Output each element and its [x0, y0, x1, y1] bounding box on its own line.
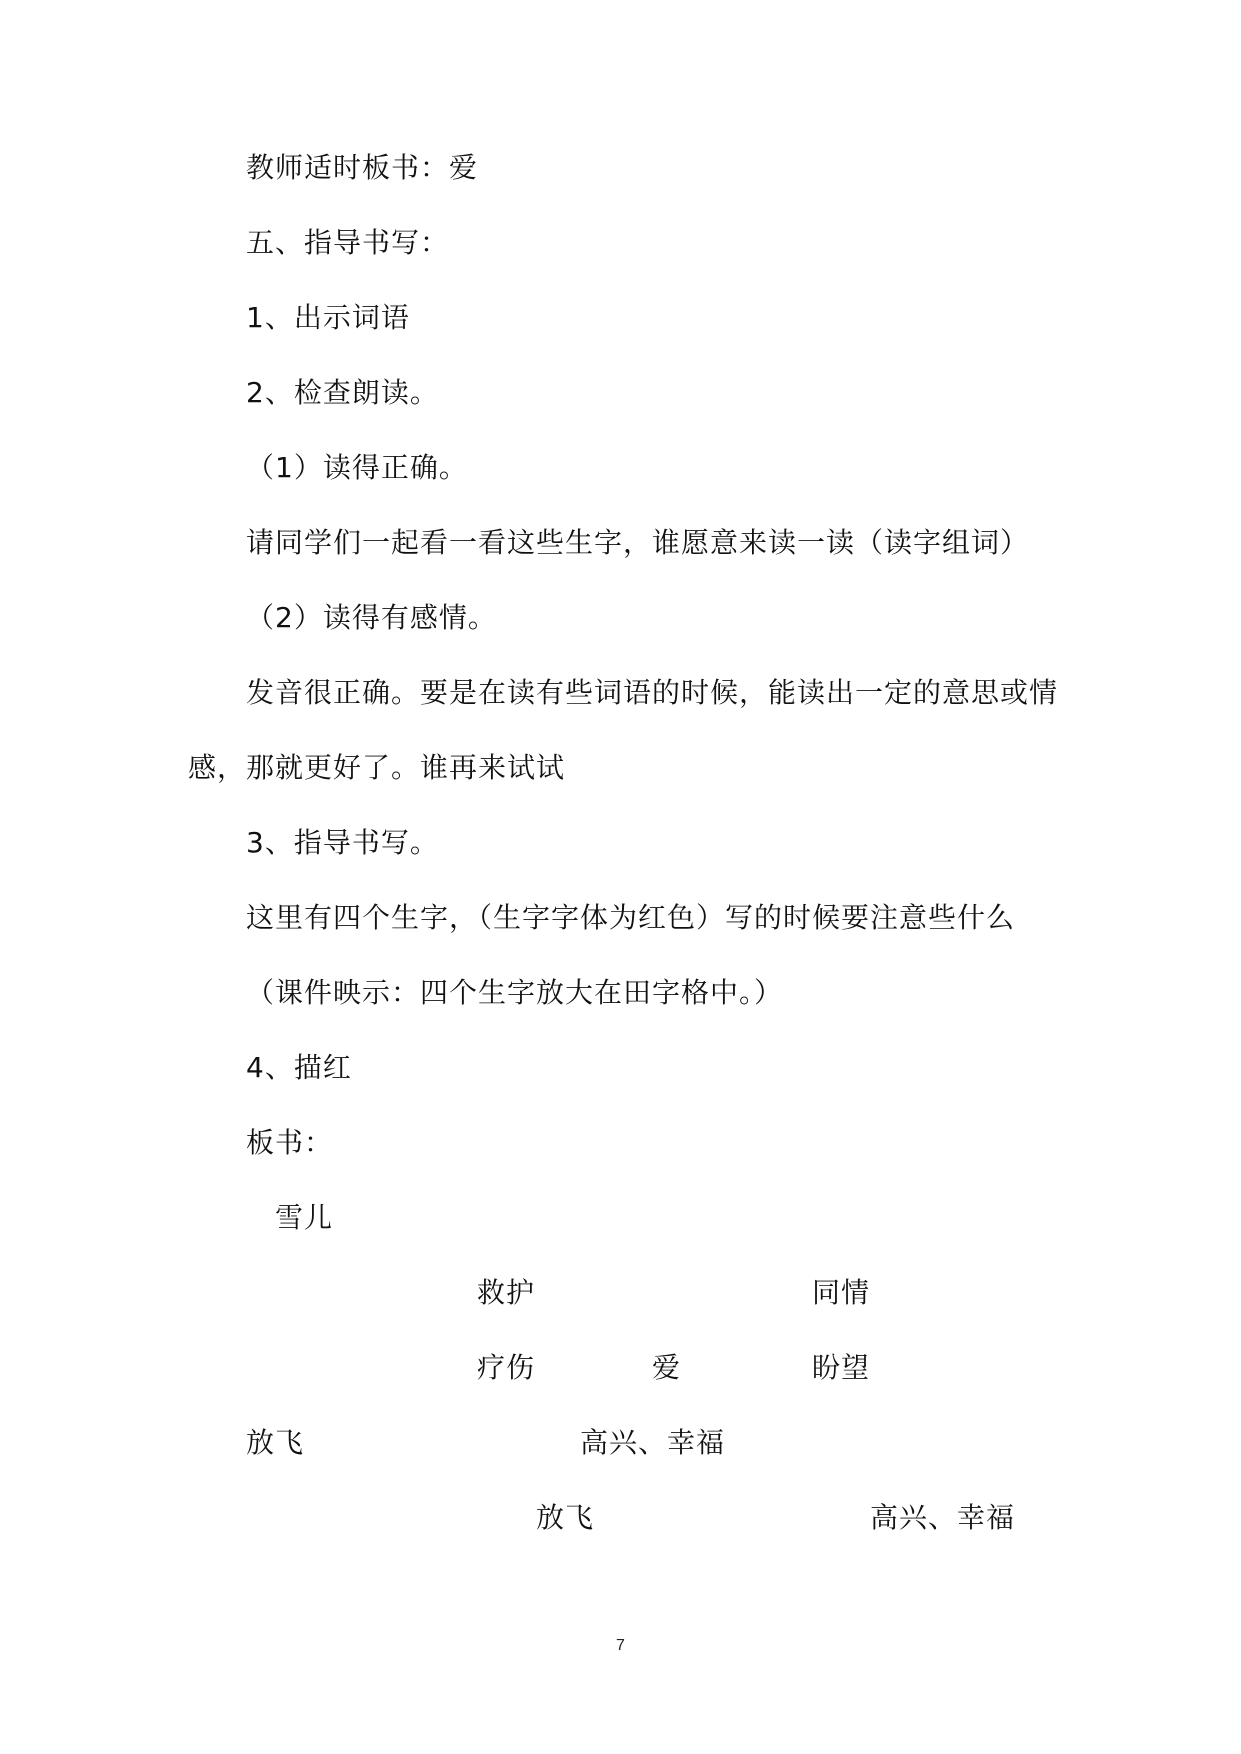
text-line-1: 教师适时板书：爱	[246, 151, 479, 184]
text-line-10: 3、指导书写。	[246, 826, 439, 859]
text-line-12: （课件映示：四个生字放大在田字格中。）	[246, 976, 784, 1009]
board-title: 雪儿	[275, 1201, 334, 1234]
section-heading-5: 五、指导书写：	[246, 226, 450, 259]
text-line-14: 板书：	[246, 1126, 334, 1159]
text-line-13: 4、描红	[246, 1051, 352, 1084]
board-word-love: 爱	[652, 1351, 682, 1384]
board-word-heal: 疗伤	[477, 1351, 536, 1384]
text-line-7: （2）读得有感情。	[246, 601, 497, 634]
board-word-release-1: 放飞	[246, 1426, 305, 1459]
board-word-happy-2: 高兴、幸福	[870, 1501, 1016, 1534]
board-word-release-2: 放飞	[536, 1501, 595, 1534]
text-line-8: 发音很正确。要是在读有些词语的时候，能读出一定的意思或情	[246, 676, 1059, 709]
text-line-11: 这里有四个生字，（生字字体为红色）写的时候要注意些什么	[246, 901, 1016, 934]
text-line-6: 请同学们一起看一看这些生字，谁愿意来读一读（读字组词）	[246, 526, 1030, 559]
page-number: 7	[616, 1637, 625, 1654]
text-line-5: （1）读得正确。	[246, 451, 468, 484]
board-word-hope: 盼望	[812, 1351, 871, 1384]
board-word-happy-1: 高兴、幸福	[580, 1426, 726, 1459]
board-word-sympathy: 同情	[812, 1276, 871, 1309]
text-line-9: 感，那就更好了。谁再来试试	[188, 751, 566, 784]
text-line-3: 1、出示词语	[246, 301, 410, 334]
text-line-4: 2、检查朗读。	[246, 376, 439, 409]
board-word-rescue: 救护	[477, 1276, 536, 1309]
